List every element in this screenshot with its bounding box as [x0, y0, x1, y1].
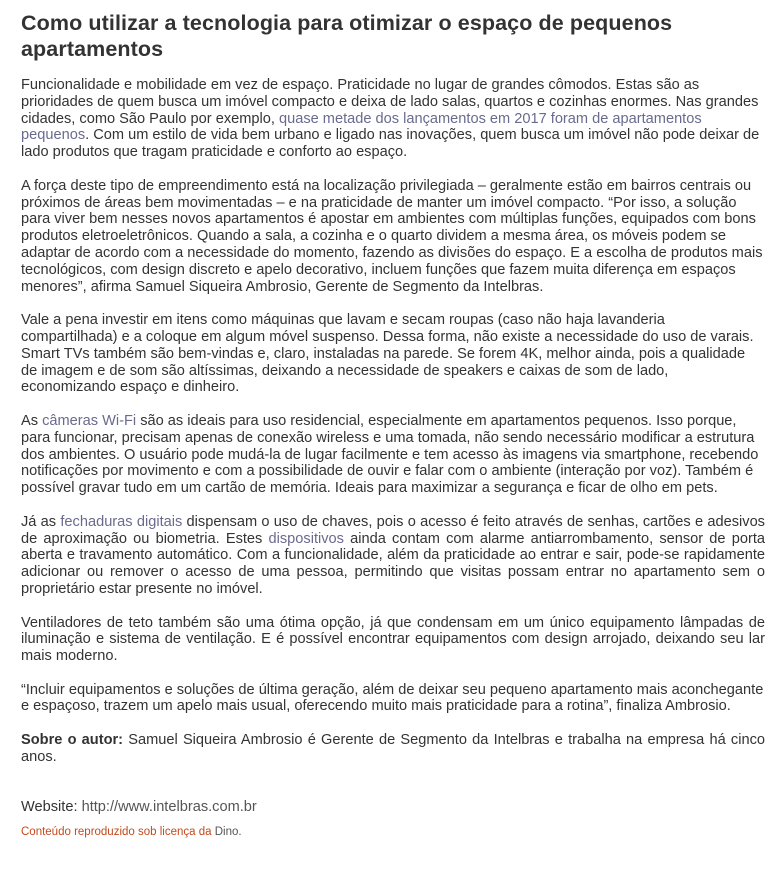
- author-label: Sobre o autor:: [21, 732, 124, 749]
- author-text: Samuel Siqueira Ambrosio é Gerente de Segmento da Intelbras e trabalha na empresa há cinco anos.: [21, 732, 765, 765]
- credit-line: [21, 825, 765, 839]
- website-label: Website:: [21, 798, 82, 815]
- paragraph-7: “Incluir equipamentos e soluções de última geração, além de deixar seu pequeno apartamento mais aconchegante e espaçoso, trazem um apelo mais usual, oferecendo muito mais praticidade para a rotina”, finaliza Ambrosio.: [21, 681, 764, 715]
- paragraph-3: Vale a pena investir em itens como máquinas que lavam e secam roupas (caso não haja lavanderia compartilhada) e a coloque em algum móvel suspenso. Dessa forma, não existe a necessidade do uso de varais. Smart TVs também são bem-vindas e, claro, instaladas na parede. Se forem 4K, melhor ainda, pois a qualidade de imagem e de som são altíssimas, deixando a necessidade de speakers e caixas de som de lado, economizando espaço e dinheiro.: [21, 312, 754, 396]
- paragraph-4-text-b: são as ideais para uso residencial, especialmente em apartamentos pequenos. Isso porque, para funcionar, precisam apenas de conexão wireless e uma tomada, não sendo necessário modificar a estrutura dos ambientes. O usuário pode mudá-la de lugar facilmente e tem acesso às imagens via smartphone, recebendo notificações por movimento e com a possibilidade de ouvir e falar com o ambiente (interação por voz). Também é possível gravar tudo em um cartão de memória. Ideais para maximizar a segurança e ficar de olho em pets.: [21, 412, 759, 497]
- website-link[interactable]: http://www.intelbras.com.br: [81, 798, 257, 815]
- article-title: Como utilizar a tecnologia para otimizar o espaço de pequenos apartamentos: [21, 11, 673, 61]
- paragraph-1-text-a: Funcionalidade e mobilidade em vez de espaço. Praticidade no lugar de grandes cômodos. Estas são as prioridades de quem busca um imóvel compacto e deixa de lado salas, quartos e cozinhas enormes. Nas grandes cidades, como São Paulo por exemplo,: [21, 77, 759, 127]
- link-devices[interactable]: dispositivos: [268, 530, 344, 547]
- paragraph-5-text-c: ainda contam com alarme antiarrombamento, sensor de porta aberta e travamento automático. Com a funcionalidade, além da praticidade ao entrar e sair, pode-se rapidamente adicionar ou remover o acesso de uma pessoa, permitindo que visitas possam entrar no apartamento sem o proprietário estar presente no imóvel.: [21, 530, 765, 597]
- paragraph-4-text-a: As: [21, 412, 43, 429]
- author-bio: [21, 732, 765, 766]
- website-line: [21, 799, 765, 816]
- paragraph-4: [21, 413, 765, 497]
- credit-text: Conteúdo reproduzido sob licença da: [21, 826, 215, 839]
- credit-source-link[interactable]: Dino: [214, 826, 239, 839]
- paragraph-2: A força deste tipo de empreendimento está na localização privilegiada – geralmente estão em bairros centrais ou próximos de áreas bem movimentadas – e na praticidade de manter um imóvel compacto. “Por isso, a solução para viver bem nesses novos apartamentos é apostar em ambientes com múltiplas funções, equipados com bons produtos eletroeletrônicos. Quando a sala, a cozinha e o quarto dividem a mesma área, os móveis podem se adaptar de acordo com a necessidade do momento, fazendo as divisões do espaço. E a escolha de produtos mais tecnológicos, com design discreto e apelo decorativo, incluem funções que fazem muita diferença em espaços menores”, afirma Samuel Siqueira Ambrosio, Gerente de Segmento da Intelbras.: [21, 177, 763, 295]
- paragraph-5-text-b: dispensam o uso de chaves, pois o acesso é feito através de senhas, cartões e adesivos de aproximação ou biometria. Estes: [21, 513, 765, 547]
- credit-end: .: [238, 826, 242, 839]
- paragraph-5: [21, 514, 765, 598]
- paragraph-1: [21, 77, 765, 161]
- link-digital-locks[interactable]: fechaduras digitais: [60, 513, 183, 530]
- link-small-apartments-launches[interactable]: quase metade dos lançamentos em 2017 foram de apartamentos pequenos: [21, 110, 702, 144]
- paragraph-6: Ventiladores de teto também são uma ótima opção, já que condensam em um único equipamento lâmpadas de iluminação e sistema de ventilação. E é possível encontrar equipamentos com design arrojado, deixando seu lar mais moderno.: [21, 614, 765, 665]
- link-wifi-cameras[interactable]: câmeras Wi-Fi: [42, 412, 137, 429]
- paragraph-1-text-b: . Com um estilo de vida bem urbano e ligado nas inovações, quem busca um imóvel não pode deixar de lado produtos que tragam praticidade e conforto ao espaço.: [21, 127, 760, 161]
- paragraph-5-text-a: Já as: [21, 513, 61, 530]
